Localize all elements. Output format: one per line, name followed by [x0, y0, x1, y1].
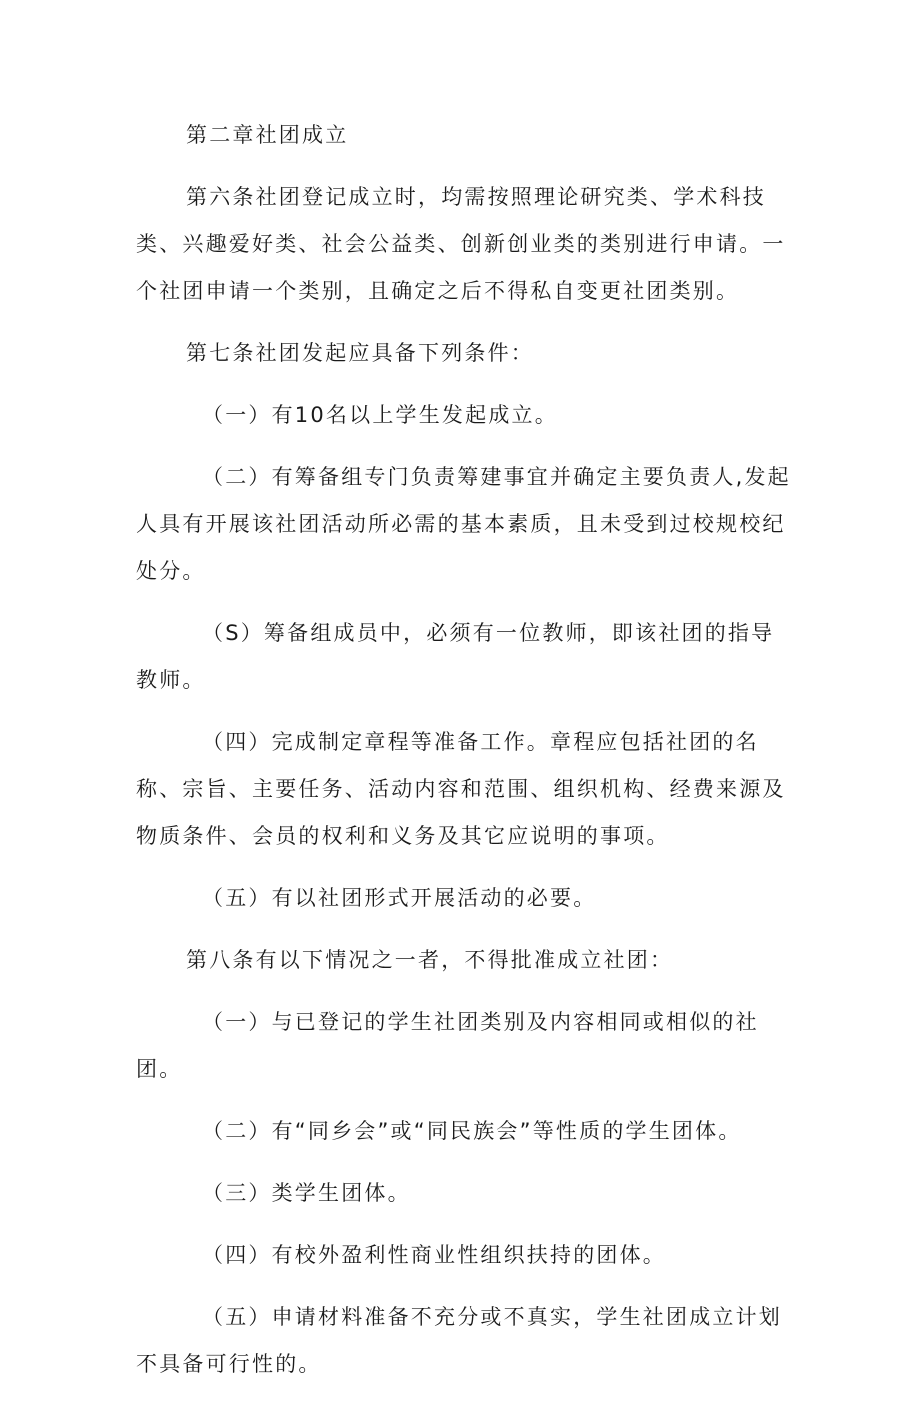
document-body: [136, 112, 796, 1403]
article-7-item-5: （五）有以社团形式开展活动的必要。: [202, 886, 597, 910]
article-8-item-4: （四）有校外盈利性商业性组织扶持的团体。: [202, 1243, 666, 1267]
article-7-item-2: （二）有筹备组专门负责筹建事宜并确定主要负责人,发起人具有开展该社团活动所必需的基本素质，且未受到过校规校纪处分。: [136, 465, 791, 583]
article-6: 第六条社团登记成立时，均需按照理论研究类、学术科技类、兴趣爱好类、社会公益类、创新创业类的类别进行申请。一个社团申请一个类别，且确定之后不得私自变更社团类别。: [136, 185, 786, 303]
article-8-item-3: （三）类学生团体。: [202, 1181, 411, 1205]
article-8-item-5: （五）申请材料准备不充分或不真实，学生社团成立计划不具备可行性的。: [136, 1305, 782, 1376]
article-8-item-1: （一）与已登记的学生社团类别及内容相同或相似的社团。: [136, 1010, 759, 1081]
article-7-item-4: （四）完成制定章程等准备工作。章程应包括社团的名称、宗旨、主要任务、活动内容和范围、组织机构、经费来源及物质条件、会员的权利和义务及其它应说明的事项。: [136, 730, 786, 848]
article-7-item-1: （一）有10名以上学生发起成立。: [202, 403, 558, 427]
article-7-item-3: （S）筹备组成员中，必须有一位教师，即该社团的指导教师。: [136, 621, 775, 692]
chapter-heading: 第二章社团成立: [186, 123, 349, 147]
article-7: 第七条社团发起应具备下列条件：: [186, 341, 534, 365]
article-8-item-2: （二）有“同乡会”或“同民族会”等性质的学生团体。: [202, 1119, 742, 1143]
article-8: 第八条有以下情况之一者，不得批准成立社团：: [186, 948, 674, 972]
